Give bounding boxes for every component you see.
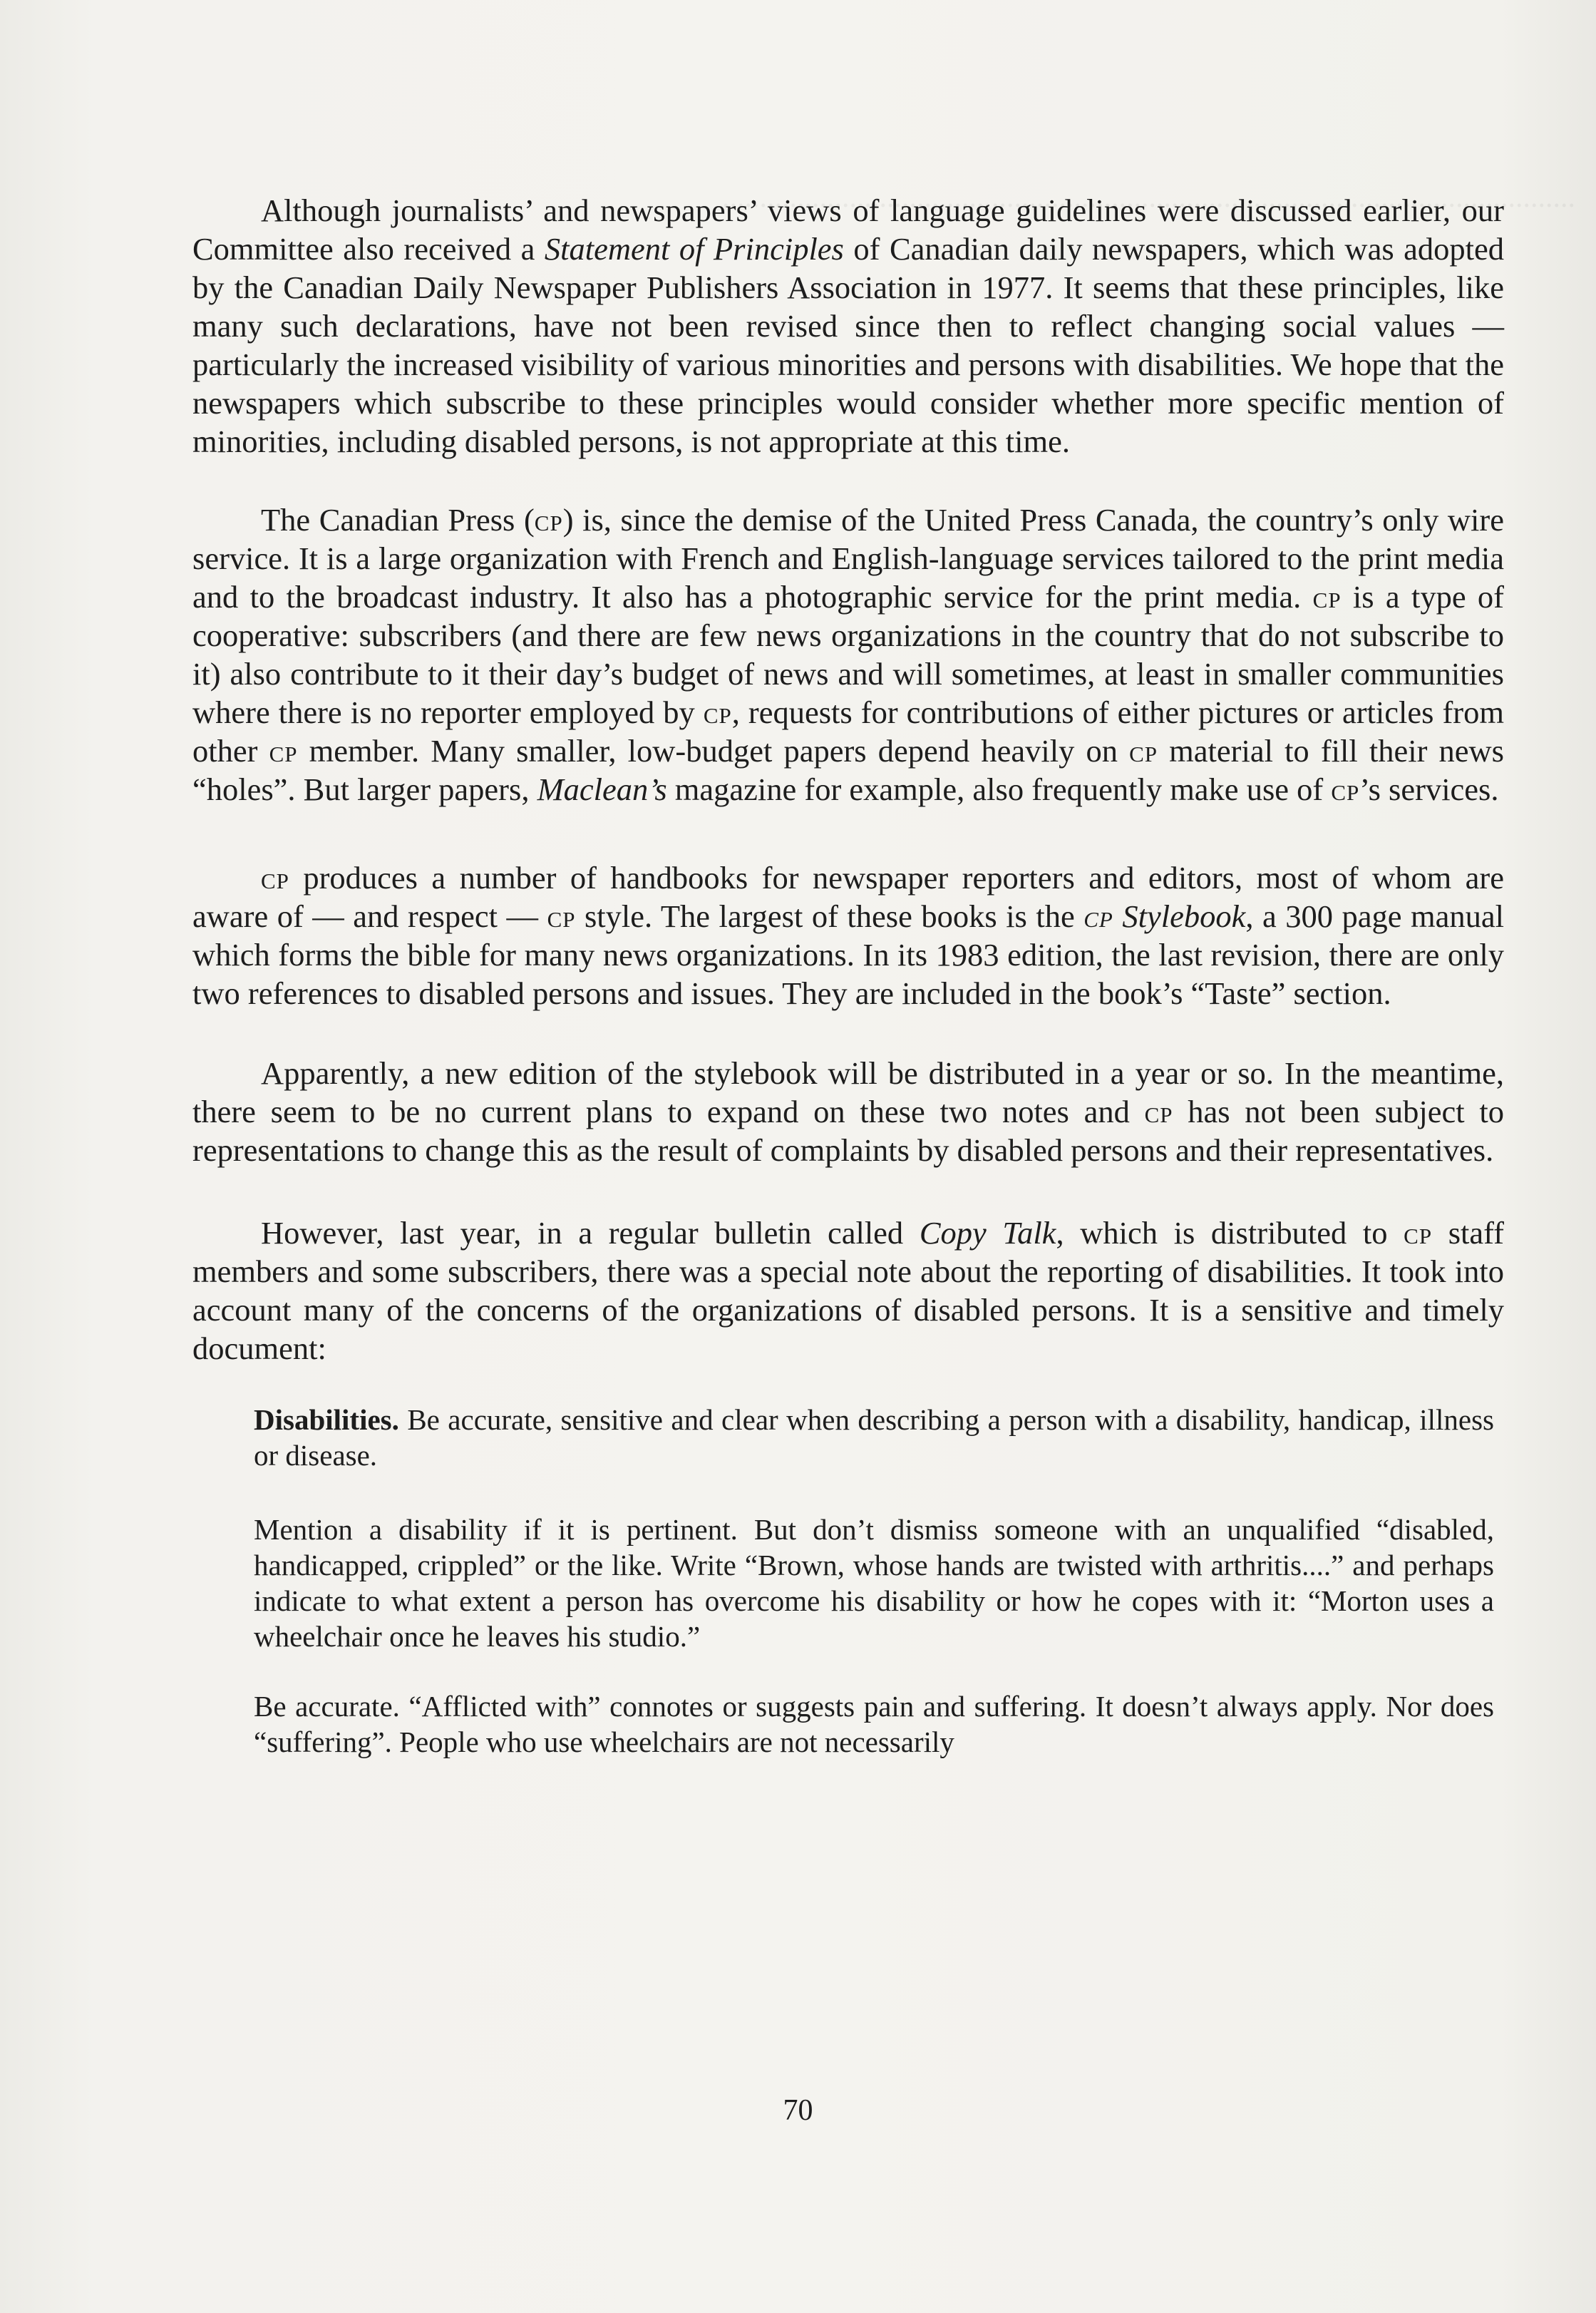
paragraph-new-edition bbox=[192, 1054, 1504, 1169]
paragraph-canadian-press bbox=[192, 501, 1504, 809]
text-run: member. Many smaller, low-budget papers depend heavily on bbox=[297, 733, 1130, 769]
text-run: of Canadian daily newspapers, which was adopted by the Canadian Daily Newspaper Publishers Association in 1977. It seems that these principles, like many such declarations, have not been revised since then to reflect changing social values — particularly the increased visibility of various minorities and persons with disabilities. We hope that the newspapers which subscribe to these principles would consider whether more specific mention of minorities, including disabled persons, is not appropriate at this time. bbox=[192, 231, 1504, 459]
text-run: , a 300 page manual which forms the bible for many news organizations. In its 1983 edition, the last revision, there are only two references to disabled persons and issues. They are included in the book’s “Taste” section. bbox=[192, 898, 1504, 1011]
quote-be-accurate bbox=[254, 1688, 1494, 1760]
cp-abbreviation: cp bbox=[1129, 733, 1158, 769]
text-run: ’s services. bbox=[1359, 771, 1499, 807]
italic-title: Stylebook bbox=[1122, 898, 1246, 934]
italic-title: Maclean’s bbox=[537, 771, 667, 807]
paragraph-cp-handbooks bbox=[192, 858, 1504, 1012]
text-run: However, last year, in a regular bulletin called bbox=[261, 1215, 920, 1251]
cp-abbreviation: cp bbox=[547, 898, 576, 934]
cp-abbreviation: cp bbox=[1331, 771, 1360, 807]
italic-title: Copy Talk bbox=[919, 1215, 1056, 1251]
body-text bbox=[192, 191, 1504, 1789]
text-run: Be accurate. “Afflicted with” connotes or suggests pain and suffering. It doesn’t always apply. Nor does “suffering”. People who use wheelchairs are not necessarily bbox=[254, 1690, 1494, 1758]
cp-abbreviation: cp bbox=[1404, 1215, 1433, 1251]
paragraph-statement-of-principles bbox=[192, 191, 1504, 461]
text-run: material to fill their news “holes”. But larger papers, bbox=[192, 733, 1504, 807]
text-run: is a type of cooperative: subscribers (and there are few news organizations in the country that do not subscribe to it) also contribute to it their day’s budget of news and will sometimes, at least in smaller communities where there is no reporter employed by bbox=[192, 579, 1504, 730]
cp-abbreviation: cp bbox=[703, 694, 732, 730]
cp-abbreviation: cp bbox=[534, 502, 563, 538]
text-run: produces a number of handbooks for newspaper reporters and editors, most of whom are aware of — and respect — bbox=[192, 860, 1504, 934]
cp-abbreviation: cp bbox=[1083, 898, 1113, 934]
cp-abbreviation: cp bbox=[1144, 1094, 1173, 1129]
text-run: Mention a disability if it is pertinent. But don’t dismiss someone with an unqualified “disabled, handicapped, crippled” or the like. Write “Brown, whose hands are twisted with arthritis....” and perhaps indicate to what extent a person has overcome his disability or how he copes with it: “Morton uses a wheelchair once he leaves his studio.” bbox=[254, 1513, 1494, 1653]
italic-title: Statement of Principles bbox=[544, 231, 844, 267]
cp-abbreviation: cp bbox=[261, 860, 289, 896]
text-run: staff members and some subscribers, there was a special note about the reporting of disabilities. It took into account many of the concerns of the organizations of disabled persons. It is a sensitive and timely document: bbox=[192, 1215, 1504, 1366]
text-run: Although journalists’ and newspapers’ views of language guidelines were discussed earlier, our Committee also received a bbox=[192, 193, 1504, 267]
quote-heading: Disabilities. bbox=[254, 1403, 399, 1436]
text-run: , which is distributed to bbox=[1056, 1215, 1404, 1251]
text-run: Apparently, a new edition of the stylebook will be distributed in a year or so. In the meantime, there seem to be no current plans to expand on these two notes and bbox=[192, 1055, 1504, 1129]
page-number: 70 bbox=[783, 2094, 813, 2127]
text-run: style. The largest of these books is the bbox=[575, 898, 1084, 934]
quote-disabilities bbox=[254, 1402, 1494, 1473]
text-run: Be accurate, sensitive and clear when describing a person with a disability, handicap, illness or disease. bbox=[254, 1403, 1494, 1472]
text-run: The Canadian Press ( bbox=[261, 502, 535, 538]
text-run: has not been subject to representations to change this as the result of complaints by disabled persons and their representatives. bbox=[192, 1094, 1504, 1168]
paragraph-copy-talk bbox=[192, 1214, 1504, 1368]
quote-mention-disability bbox=[254, 1512, 1494, 1654]
cp-abbreviation: cp bbox=[1312, 579, 1342, 615]
text-run: , requests for contributions of either pictures or articles from other bbox=[192, 694, 1504, 769]
text-run: ) is, since the demise of the United Press Canada, the country’s only wire service. It is a large organization with French and English-language services tailored to the print media and to the broadcast industry. It also has a photographic service for the print media. bbox=[192, 502, 1504, 615]
cp-abbreviation: cp bbox=[269, 733, 298, 769]
text-run: magazine for example, also frequently make use of bbox=[666, 771, 1332, 807]
